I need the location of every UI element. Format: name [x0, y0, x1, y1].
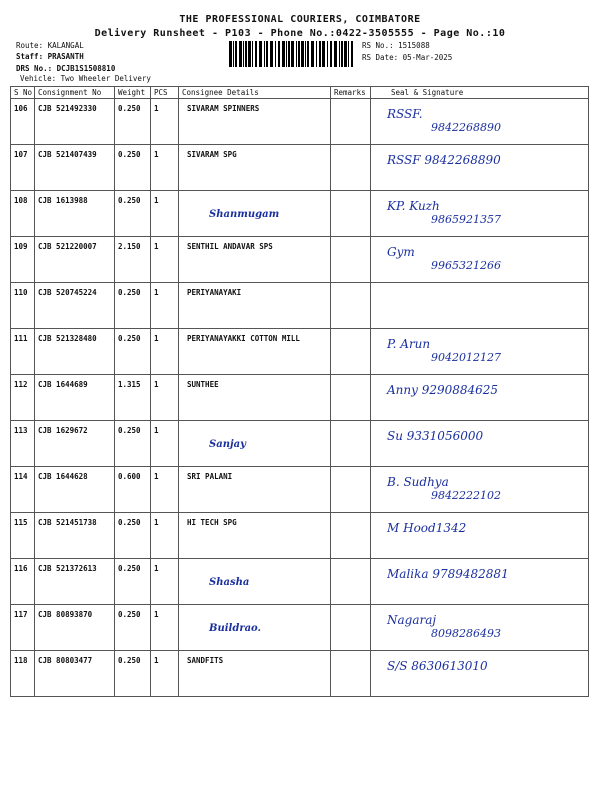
row-remarks: [331, 559, 371, 605]
signature-handwriting: Malika 9789482881: [387, 567, 509, 581]
runsheet-table: [10, 86, 589, 697]
row-remarks: [331, 145, 371, 191]
signature-phone: 9865921357: [431, 213, 501, 226]
row-pcs: 1: [151, 145, 179, 191]
signature-handwriting: Su 9331056000: [387, 429, 484, 443]
barcode-image: [229, 41, 354, 67]
row-pcs: 1: [151, 237, 179, 283]
table-row: [11, 329, 589, 375]
row-remarks: [331, 421, 371, 467]
row-weight: 0.250: [115, 329, 151, 375]
row-pcs: 1: [151, 421, 179, 467]
signature-phone: 9965321266: [431, 259, 501, 272]
handwritten-consignee: Sanjay: [209, 439, 246, 450]
row-consignment-no: CJB 521220007: [35, 237, 115, 283]
row-sno: 112: [11, 375, 35, 421]
row-signature: [371, 329, 589, 375]
table-row: [11, 283, 589, 329]
row-signature: [371, 559, 589, 605]
handwritten-consignee: Buildrao.: [209, 623, 262, 634]
row-remarks: [331, 283, 371, 329]
row-consignment-no: CJB 521492330: [35, 99, 115, 145]
row-signature: [371, 605, 589, 651]
row-sno: 107: [11, 145, 35, 191]
table-row: [11, 559, 589, 605]
row-consignee: [179, 191, 331, 237]
row-pcs: 1: [151, 191, 179, 237]
table-row: [11, 99, 589, 145]
row-consignment-no: CJB 1644689: [35, 375, 115, 421]
row-sno: 108: [11, 191, 35, 237]
table-row: [11, 145, 589, 191]
company-title: THE PROFESSIONAL COURIERS, COIMBATORE: [179, 14, 421, 25]
row-sno: 114: [11, 467, 35, 513]
signature-handwriting: M Hood1342: [387, 521, 467, 535]
handwritten-consignee: Shanmugam: [209, 209, 280, 220]
row-pcs: 1: [151, 99, 179, 145]
row-signature: [371, 421, 589, 467]
row-weight: 0.250: [115, 99, 151, 145]
row-sno: 113: [11, 421, 35, 467]
table-row: [11, 513, 589, 559]
col-header-consignee: Consignee Details: [179, 87, 331, 99]
row-sno: 116: [11, 559, 35, 605]
row-signature: [371, 283, 589, 329]
row-sno: 109: [11, 237, 35, 283]
row-consignee: [179, 559, 331, 605]
row-weight: 0.250: [115, 559, 151, 605]
signature-phone: 9842268890: [431, 121, 501, 134]
row-consignee: SIVARAM SPINNERS: [179, 99, 331, 145]
row-consignment-no: CJB 1644628: [35, 467, 115, 513]
table-row: [11, 421, 589, 467]
row-consignment-no: CJB 520745224: [35, 283, 115, 329]
row-consignee: PERIYANAYAKKI COTTON MILL: [179, 329, 331, 375]
row-sno: 115: [11, 513, 35, 559]
row-weight: 0.250: [115, 651, 151, 697]
row-remarks: [331, 375, 371, 421]
row-consignment-no: CJB 521372613: [35, 559, 115, 605]
table-row: [11, 237, 589, 283]
row-signature: [371, 467, 589, 513]
row-consignee: HI TECH SPG: [179, 513, 331, 559]
signature-phone: 9842222102: [431, 489, 501, 502]
signature-handwriting: KP. Kuzh: [387, 199, 440, 213]
row-consignee: SRI PALANI: [179, 467, 331, 513]
row-consignee: [179, 421, 331, 467]
col-header-pcs: PCS: [151, 87, 179, 99]
signature-handwriting: Gym: [387, 245, 415, 259]
runsheet-subtitle: Delivery Runsheet - P103 - Phone No.:0422-3505555 - Page No.:10: [94, 28, 506, 39]
col-header-remarks: Remarks: [331, 87, 371, 99]
table-row: [11, 375, 589, 421]
row-signature: [371, 145, 589, 191]
col-header-sno: S No: [11, 87, 35, 99]
row-remarks: [331, 513, 371, 559]
row-sno: 106: [11, 99, 35, 145]
row-remarks: [331, 467, 371, 513]
row-weight: 1.315: [115, 375, 151, 421]
row-weight: 0.250: [115, 421, 151, 467]
row-consignment-no: CJB 1613988: [35, 191, 115, 237]
rs-number: RS No.: 1515088: [362, 41, 430, 50]
row-remarks: [331, 651, 371, 697]
row-weight: 0.250: [115, 145, 151, 191]
table-row: [11, 651, 589, 697]
row-pcs: 1: [151, 375, 179, 421]
row-remarks: [331, 191, 371, 237]
drs-label: DRS No.: DCJB1S1508810: [16, 64, 116, 73]
row-sno: 117: [11, 605, 35, 651]
row-pcs: 1: [151, 283, 179, 329]
row-remarks: [331, 605, 371, 651]
row-pcs: 1: [151, 513, 179, 559]
signature-handwriting: S/S 8630613010: [387, 659, 488, 673]
staff-label: Staff: PRASANTH: [16, 52, 84, 61]
table-row: [11, 191, 589, 237]
row-signature: [371, 237, 589, 283]
col-header-signature: Seal & Signature: [371, 87, 589, 99]
table-header: [11, 87, 589, 99]
row-consignment-no: CJB 521451738: [35, 513, 115, 559]
signature-handwriting: RSSF.: [387, 107, 423, 121]
signature-handwriting: Anny 9290884625: [387, 383, 499, 397]
col-header-consignment: Consignment No: [35, 87, 115, 99]
handwritten-consignee: Shasha: [209, 577, 250, 588]
row-pcs: 1: [151, 651, 179, 697]
row-consignment-no: CJB 521407439: [35, 145, 115, 191]
row-pcs: 1: [151, 467, 179, 513]
rs-date: RS Date: 05-Mar-2025: [362, 53, 453, 62]
signature-phone: 8098286493: [431, 627, 501, 640]
row-consignment-no: CJB 80893870: [35, 605, 115, 651]
row-consignment-no: CJB 80803477: [35, 651, 115, 697]
signature-handwriting: RSSF 9842268890: [387, 153, 501, 167]
row-weight: 0.600: [115, 467, 151, 513]
row-remarks: [331, 329, 371, 375]
row-pcs: 1: [151, 329, 179, 375]
row-consignee: SIVARAM SPG: [179, 145, 331, 191]
row-pcs: 1: [151, 559, 179, 605]
row-signature: [371, 99, 589, 145]
signature-handwriting: B. Sudhya: [387, 475, 449, 489]
row-consignment-no: CJB 521328480: [35, 329, 115, 375]
row-remarks: [331, 237, 371, 283]
row-sno: 111: [11, 329, 35, 375]
row-signature: [371, 513, 589, 559]
row-signature: [371, 651, 589, 697]
row-weight: 0.250: [115, 283, 151, 329]
route-label: Route: KALANGAL: [16, 41, 84, 50]
row-weight: 0.250: [115, 513, 151, 559]
table-row: [11, 467, 589, 513]
vehicle-label: Vehicle: Two Wheeler Delivery: [20, 74, 151, 83]
row-signature: [371, 375, 589, 421]
row-signature: [371, 191, 589, 237]
table-row: [11, 605, 589, 651]
col-header-weight: Weight: [115, 87, 151, 99]
row-consignee: SUNTHEE: [179, 375, 331, 421]
row-remarks: [331, 99, 371, 145]
row-sno: 118: [11, 651, 35, 697]
row-pcs: 1: [151, 605, 179, 651]
row-consignee: PERIYANAYAKI: [179, 283, 331, 329]
row-consignee: SENTHIL ANDAVAR SPS: [179, 237, 331, 283]
row-consignee: [179, 605, 331, 651]
row-consignee: SANDFITS: [179, 651, 331, 697]
row-weight: 2.150: [115, 237, 151, 283]
signature-phone: 9042012127: [431, 351, 501, 364]
row-sno: 110: [11, 283, 35, 329]
row-consignment-no: CJB 1629672: [35, 421, 115, 467]
row-weight: 0.250: [115, 605, 151, 651]
row-weight: 0.250: [115, 191, 151, 237]
signature-handwriting: P. Arun: [387, 337, 431, 351]
signature-handwriting: Nagaraj: [387, 613, 437, 627]
